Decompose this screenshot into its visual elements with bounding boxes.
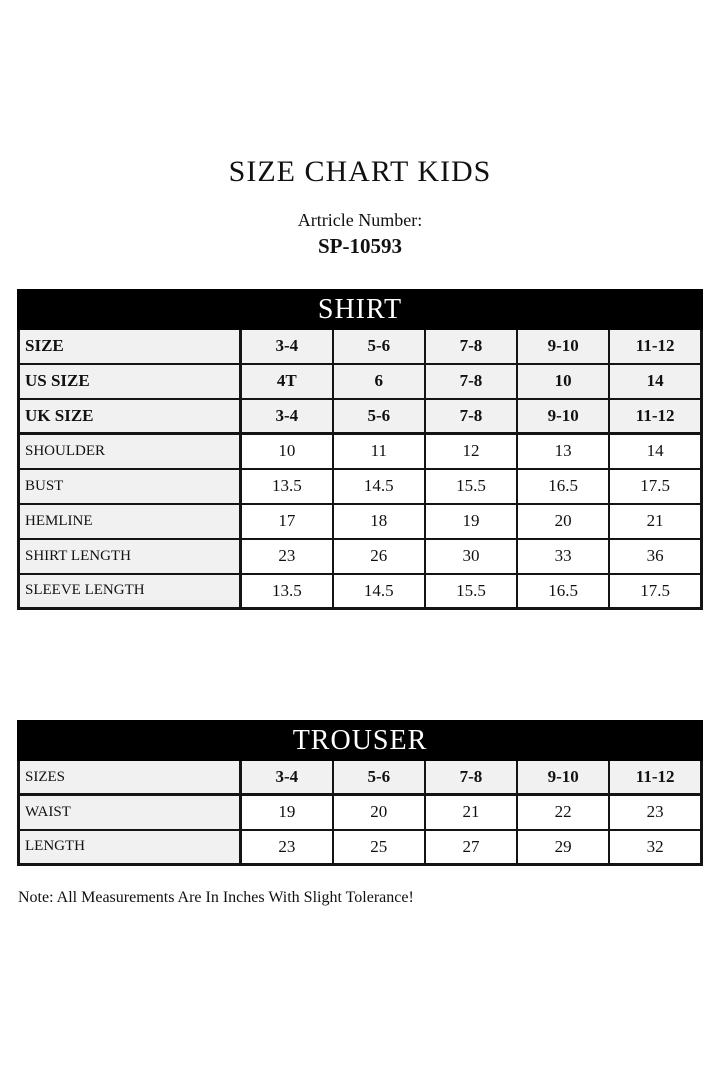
table-row: [19, 434, 702, 469]
cell-value: 7-8: [425, 364, 517, 399]
cell-value: 29: [517, 830, 609, 865]
cell-value: 17.5: [609, 574, 701, 609]
cell-value: 9-10: [517, 760, 609, 795]
cell-value: 14: [609, 364, 701, 399]
cell-value: 12: [425, 434, 517, 469]
cell-value: 10: [240, 434, 332, 469]
table-row: [19, 329, 702, 364]
cell-value: 23: [609, 795, 701, 830]
shirt-table: [17, 289, 703, 610]
cell-value: 13: [517, 434, 609, 469]
row-label: SHOULDER: [19, 434, 241, 469]
cell-value: 26: [333, 539, 425, 574]
cell-value: 19: [425, 504, 517, 539]
row-label: LENGTH: [19, 830, 241, 865]
cell-value: 23: [240, 830, 332, 865]
cell-value: 11-12: [609, 399, 701, 434]
cell-value: 30: [425, 539, 517, 574]
table-row: [19, 830, 702, 865]
cell-value: 17: [240, 504, 332, 539]
shirt-table-title: SHIRT: [19, 291, 702, 329]
row-label: SIZES: [19, 760, 241, 795]
cell-value: 9-10: [517, 329, 609, 364]
cell-value: 18: [333, 504, 425, 539]
page-title: SIZE CHART KIDS: [228, 155, 492, 188]
cell-value: 5-6: [333, 760, 425, 795]
cell-value: 11-12: [609, 760, 701, 795]
cell-value: 20: [517, 504, 609, 539]
article-number-label: Artricle Number:: [297, 210, 423, 230]
cell-value: 21: [609, 504, 701, 539]
cell-value: 27: [425, 830, 517, 865]
row-label: BUST: [19, 469, 241, 504]
row-label: SLEEVE LENGTH: [19, 574, 241, 609]
cell-value: 14.5: [333, 574, 425, 609]
table-row: [19, 539, 702, 574]
cell-value: 3-4: [240, 760, 332, 795]
trouser-table: [17, 720, 703, 866]
article-number: SP-10593: [318, 234, 402, 258]
cell-value: 17.5: [609, 469, 701, 504]
cell-value: 36: [609, 539, 701, 574]
trouser-table-title: TROUSER: [19, 722, 702, 760]
cell-value: 4T: [240, 364, 332, 399]
cell-value: 3-4: [240, 329, 332, 364]
cell-value: 33: [517, 539, 609, 574]
row-label: UK SIZE: [19, 399, 241, 434]
cell-value: 11: [333, 434, 425, 469]
cell-value: 32: [609, 830, 701, 865]
trouser-table-section: [17, 720, 703, 866]
table-row: [19, 574, 702, 609]
cell-value: 20: [333, 795, 425, 830]
row-label: WAIST: [19, 795, 241, 830]
cell-value: 13.5: [240, 469, 332, 504]
cell-value: 21: [425, 795, 517, 830]
cell-value: 5-6: [333, 329, 425, 364]
cell-value: 22: [517, 795, 609, 830]
row-label: SHIRT LENGTH: [19, 539, 241, 574]
row-label: SIZE: [19, 329, 241, 364]
table-row: [19, 469, 702, 504]
cell-value: 23: [240, 539, 332, 574]
cell-value: 11-12: [609, 329, 701, 364]
cell-value: 7-8: [425, 329, 517, 364]
table-row: [19, 364, 702, 399]
cell-value: 10: [517, 364, 609, 399]
cell-value: 6: [333, 364, 425, 399]
cell-value: 25: [333, 830, 425, 865]
cell-value: 15.5: [425, 574, 517, 609]
row-label: US SIZE: [19, 364, 241, 399]
cell-value: 7-8: [425, 760, 517, 795]
table-row: [19, 760, 702, 795]
row-label: HEMLINE: [19, 504, 241, 539]
cell-value: 14.5: [333, 469, 425, 504]
cell-value: 7-8: [425, 399, 517, 434]
cell-value: 16.5: [517, 469, 609, 504]
table-row: [19, 795, 702, 830]
table-row: [19, 504, 702, 539]
cell-value: 15.5: [425, 469, 517, 504]
table-row: [19, 399, 702, 434]
table-title-row: [19, 722, 702, 760]
cell-value: 19: [240, 795, 332, 830]
shirt-table-section: [17, 289, 703, 610]
cell-value: 5-6: [333, 399, 425, 434]
table-title-row: [19, 291, 702, 329]
cell-value: 13.5: [240, 574, 332, 609]
cell-value: 14: [609, 434, 701, 469]
cell-value: 16.5: [517, 574, 609, 609]
measurement-note: Note: All Measurements Are In Inches With Slight Tolerance!: [18, 889, 414, 906]
cell-value: 9-10: [517, 399, 609, 434]
cell-value: 3-4: [240, 399, 332, 434]
